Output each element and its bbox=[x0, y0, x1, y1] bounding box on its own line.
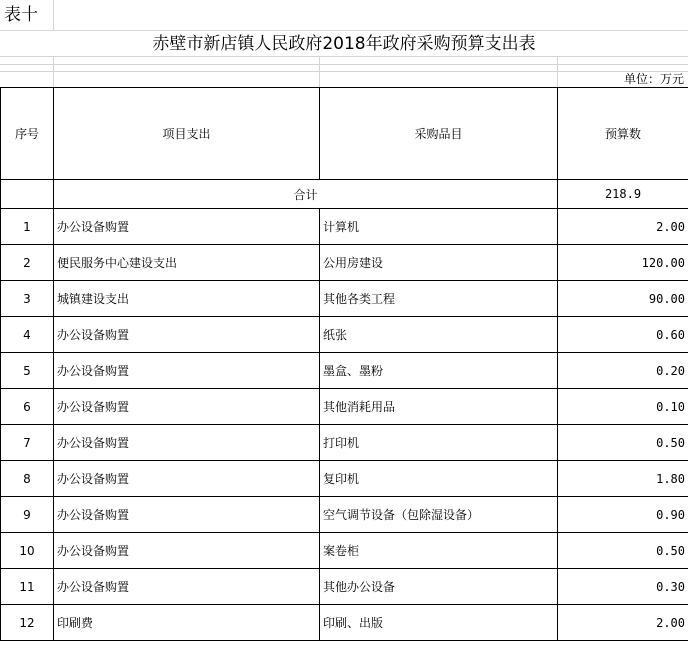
total-label[interactable]: 合计 bbox=[54, 180, 558, 209]
row-category[interactable]: 公用房建设 bbox=[320, 245, 558, 281]
row-category[interactable]: 其他各类工程 bbox=[320, 281, 558, 317]
total-no-cell[interactable] bbox=[1, 180, 54, 209]
row-no[interactable]: 5 bbox=[1, 353, 54, 389]
table-row bbox=[1, 245, 688, 281]
grid-line bbox=[0, 71, 688, 72]
row-item[interactable]: 办公设备购置 bbox=[54, 317, 320, 353]
table-row bbox=[1, 425, 688, 461]
row-item[interactable]: 便民服务中心建设支出 bbox=[54, 245, 320, 281]
unit-label: 单位：万元 bbox=[623, 72, 684, 86]
row-category[interactable]: 计算机 bbox=[320, 209, 558, 245]
grid-line bbox=[53, 0, 54, 30]
row-no[interactable]: 1 bbox=[1, 209, 54, 245]
grid-line bbox=[0, 30, 688, 31]
row-amount[interactable]: 0.30 bbox=[558, 569, 688, 605]
table-row bbox=[1, 281, 688, 317]
row-amount[interactable]: 90.00 bbox=[558, 281, 688, 317]
row-no[interactable]: 6 bbox=[1, 389, 54, 425]
grid-line bbox=[0, 56, 688, 57]
table-row bbox=[1, 389, 688, 425]
page-title: 赤壁市新店镇人民政府2018年政府采购预算支出表 bbox=[152, 34, 536, 54]
row-category[interactable]: 案卷柜 bbox=[320, 533, 558, 569]
budget-table bbox=[0, 87, 688, 641]
total-row bbox=[1, 180, 688, 209]
row-no[interactable]: 12 bbox=[1, 605, 54, 641]
row-category[interactable]: 墨盒、墨粉 bbox=[320, 353, 558, 389]
row-category[interactable]: 复印机 bbox=[320, 461, 558, 497]
row-item[interactable]: 办公设备购置 bbox=[54, 461, 320, 497]
table-row bbox=[1, 497, 688, 533]
row-no[interactable]: 8 bbox=[1, 461, 54, 497]
row-item[interactable]: 办公设备购置 bbox=[54, 533, 320, 569]
table-row bbox=[1, 317, 688, 353]
table-row bbox=[1, 533, 688, 569]
grid-line bbox=[0, 64, 688, 65]
row-amount[interactable]: 0.50 bbox=[558, 533, 688, 569]
row-no[interactable]: 10 bbox=[1, 533, 54, 569]
total-amount[interactable]: 218.9 bbox=[558, 180, 688, 209]
grid-line bbox=[557, 56, 558, 87]
row-no[interactable]: 3 bbox=[1, 281, 54, 317]
row-category[interactable]: 其他消耗用品 bbox=[320, 389, 558, 425]
row-no[interactable]: 9 bbox=[1, 497, 54, 533]
row-amount[interactable]: 0.20 bbox=[558, 353, 688, 389]
row-item[interactable]: 办公设备购置 bbox=[54, 569, 320, 605]
row-amount[interactable]: 120.00 bbox=[558, 245, 688, 281]
row-category[interactable]: 打印机 bbox=[320, 425, 558, 461]
table-row bbox=[1, 569, 688, 605]
row-category[interactable]: 其他办公设备 bbox=[320, 569, 558, 605]
row-item[interactable]: 办公设备购置 bbox=[54, 209, 320, 245]
row-category[interactable]: 纸张 bbox=[320, 317, 558, 353]
header-category[interactable]: 采购品目 bbox=[320, 88, 558, 180]
row-item[interactable]: 办公设备购置 bbox=[54, 425, 320, 461]
grid-line bbox=[319, 56, 320, 87]
table-row bbox=[1, 209, 688, 245]
row-item[interactable]: 城镇建设支出 bbox=[54, 281, 320, 317]
row-amount[interactable]: 1.80 bbox=[558, 461, 688, 497]
row-amount[interactable]: 2.00 bbox=[558, 209, 688, 245]
row-amount[interactable]: 2.00 bbox=[558, 605, 688, 641]
row-amount[interactable]: 0.90 bbox=[558, 497, 688, 533]
header-row bbox=[1, 88, 688, 180]
sheet-label: 表十 bbox=[4, 5, 38, 25]
row-no[interactable]: 7 bbox=[1, 425, 54, 461]
row-item[interactable]: 办公设备购置 bbox=[54, 389, 320, 425]
row-item[interactable]: 办公设备购置 bbox=[54, 353, 320, 389]
header-item[interactable]: 项目支出 bbox=[54, 88, 320, 180]
table-row bbox=[1, 353, 688, 389]
row-no[interactable]: 4 bbox=[1, 317, 54, 353]
table-body bbox=[1, 209, 688, 641]
header-no[interactable]: 序号 bbox=[1, 88, 54, 180]
grid-line bbox=[53, 56, 54, 87]
row-no[interactable]: 2 bbox=[1, 245, 54, 281]
row-amount[interactable]: 0.60 bbox=[558, 317, 688, 353]
header-amount[interactable]: 预算数 bbox=[558, 88, 688, 180]
row-category[interactable]: 空气调节设备（包除湿设备） bbox=[320, 497, 558, 533]
row-no[interactable]: 11 bbox=[1, 569, 54, 605]
row-category[interactable]: 印刷、出版 bbox=[320, 605, 558, 641]
table-row bbox=[1, 605, 688, 641]
table-row bbox=[1, 461, 688, 497]
row-item[interactable]: 办公设备购置 bbox=[54, 497, 320, 533]
row-amount[interactable]: 0.50 bbox=[558, 425, 688, 461]
row-item[interactable]: 印刷费 bbox=[54, 605, 320, 641]
row-amount[interactable]: 0.10 bbox=[558, 389, 688, 425]
